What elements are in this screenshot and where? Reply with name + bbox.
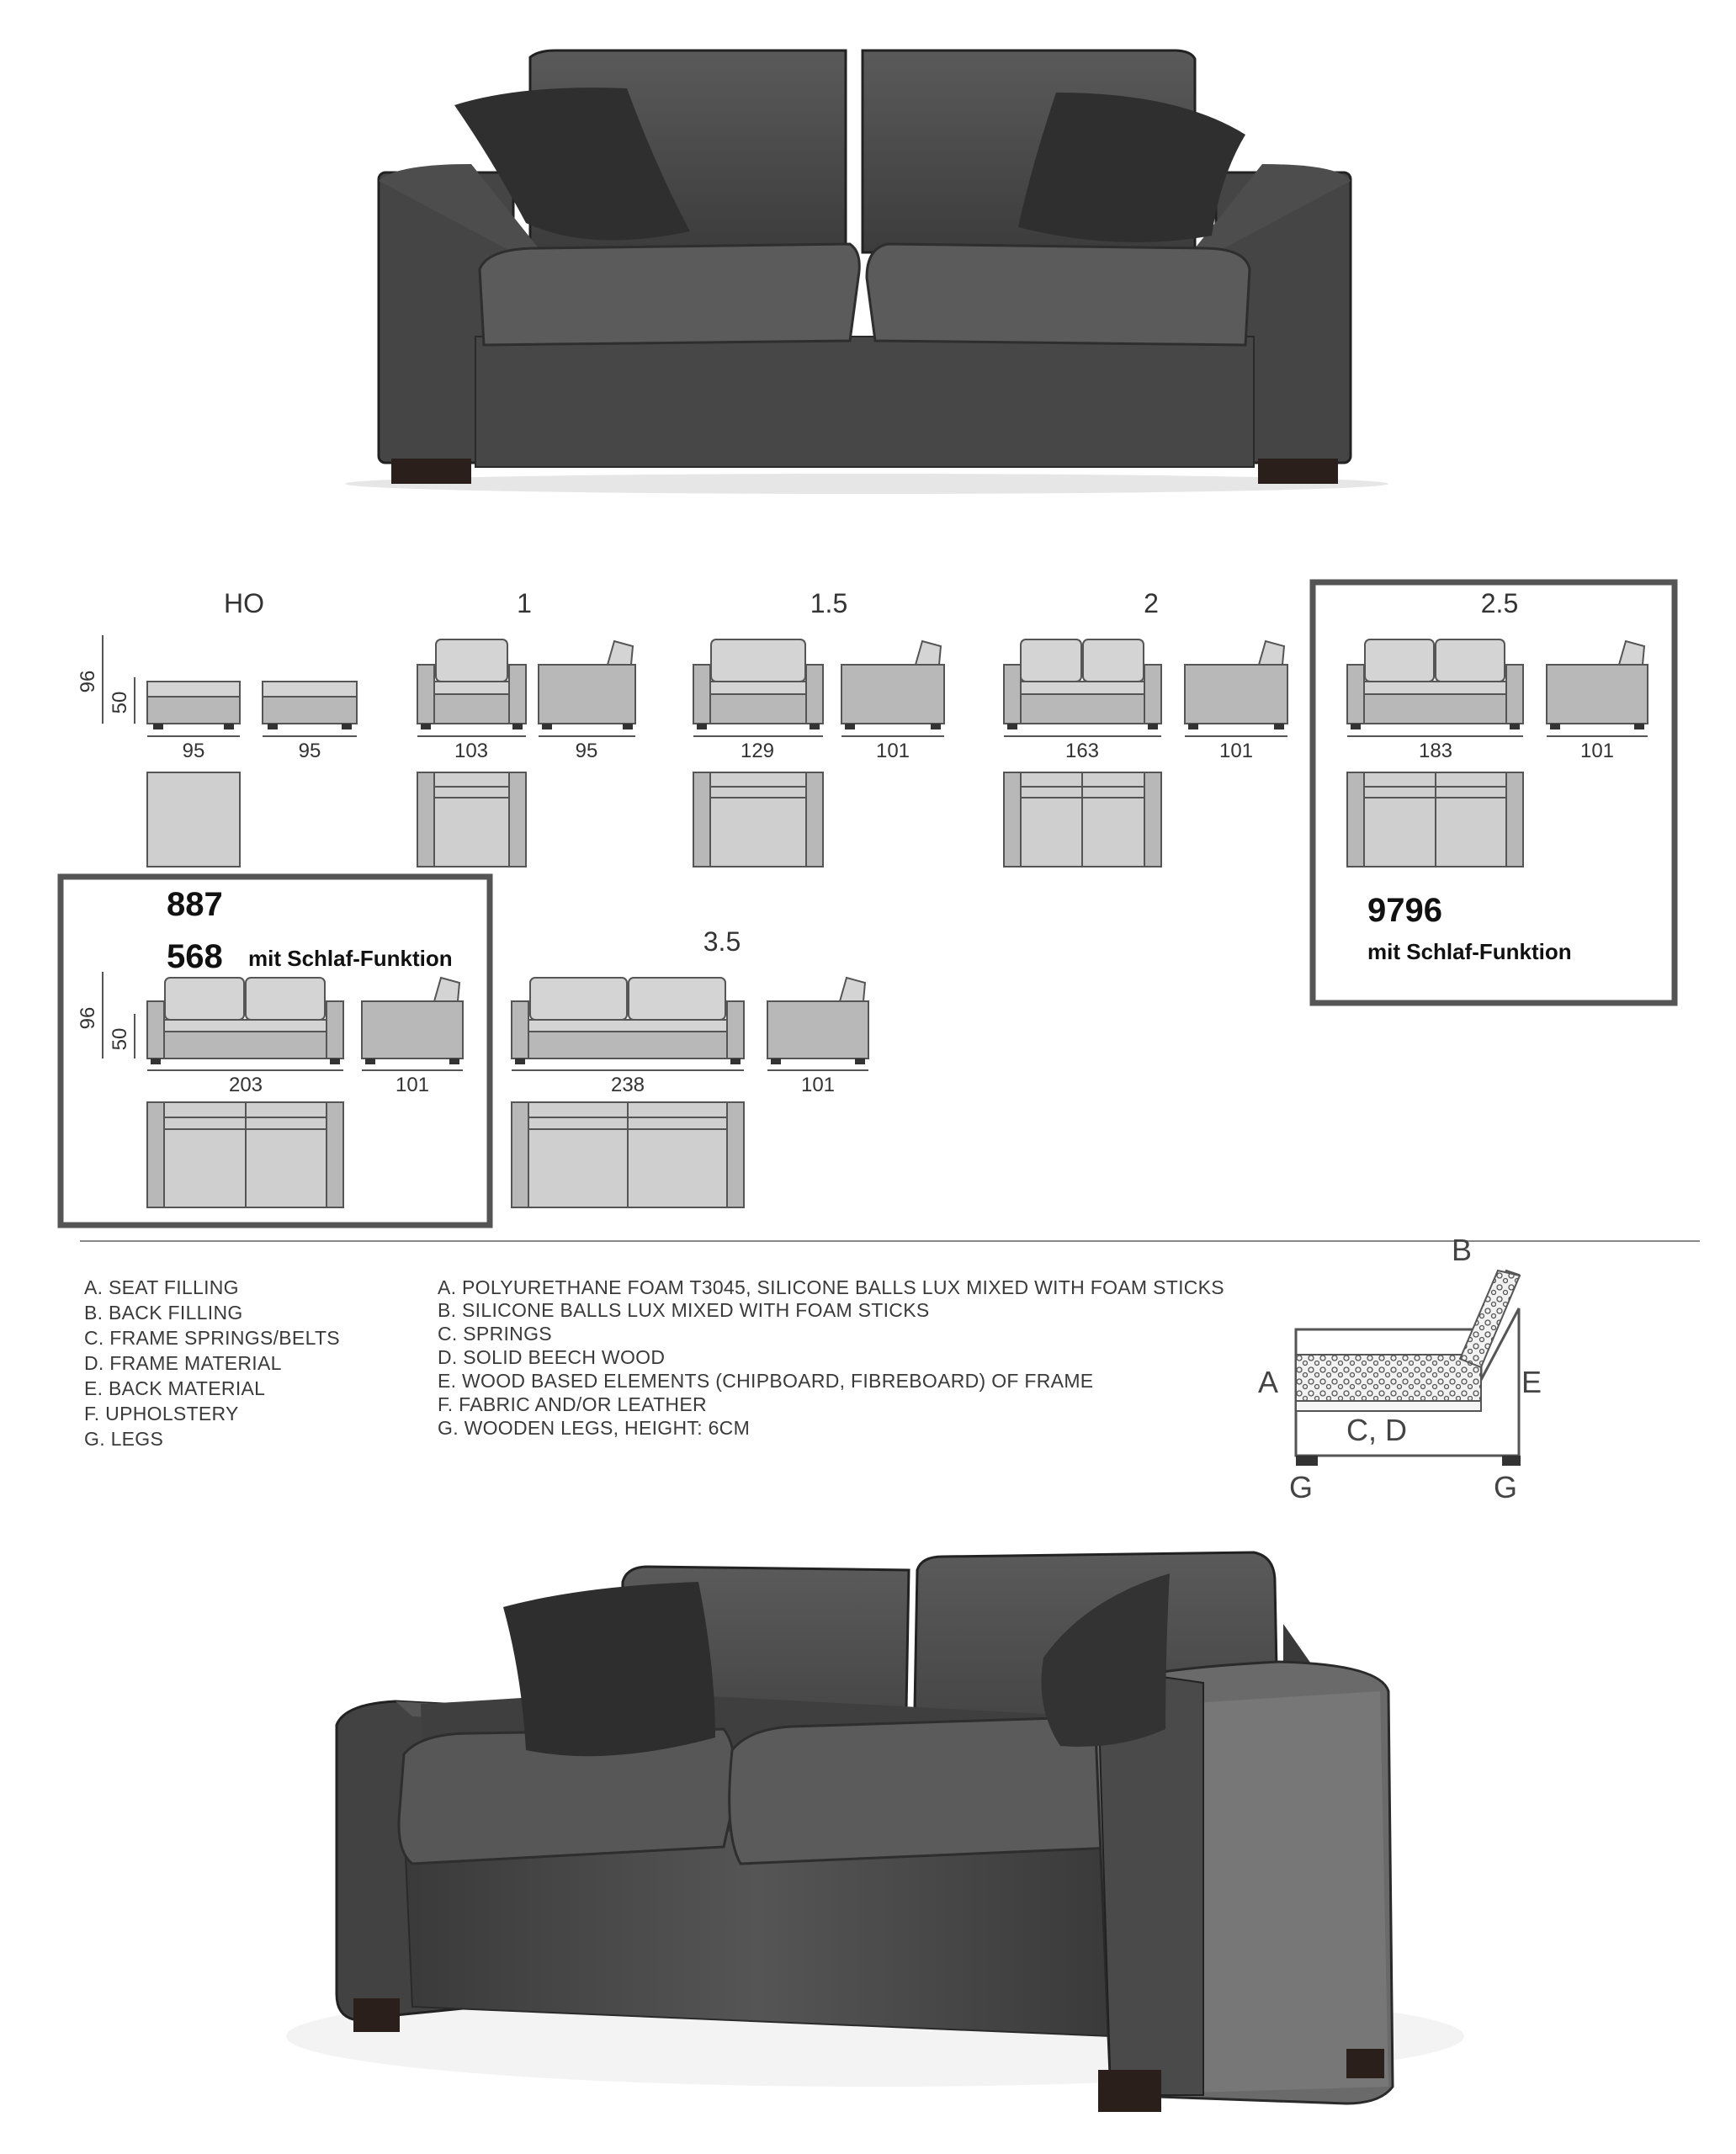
- height-total-label-2: 96: [77, 1006, 99, 1030]
- model-1-5-width: 129: [740, 740, 775, 762]
- offer-left-code-2: 568: [167, 938, 223, 975]
- model-2-top: [1004, 772, 1161, 867]
- spec-value: A. POLYURETHANE FOAM T3045, SILICONE BALLS LUX MIXED WITH FOAM STICKS: [438, 1276, 1224, 1298]
- ho-depth: 95: [298, 740, 321, 762]
- height-seat-label-2: 50: [109, 1027, 131, 1051]
- model-3-width: 203: [228, 1074, 263, 1096]
- model-2-width: 163: [1064, 740, 1100, 762]
- height-seat-label: 50: [109, 691, 131, 714]
- model-1-width: 103: [454, 740, 489, 762]
- spec-label: C. FRAME SPRINGS/BELTS: [84, 1327, 340, 1349]
- spec-values: [438, 1276, 1224, 1439]
- model-2-depth: 101: [1218, 740, 1254, 762]
- diagram-label-g-right: G: [1494, 1470, 1518, 1504]
- model-3-5-front: [512, 978, 744, 1064]
- cross-section-diagram: [1258, 1233, 1542, 1504]
- model-1-front: [417, 639, 526, 729]
- model-label-3-5: 3.5: [703, 926, 741, 957]
- sofa-photo-front: [345, 50, 1388, 494]
- model-3-5-depth: 101: [800, 1074, 836, 1096]
- model-2-5-depth: 101: [1579, 740, 1615, 762]
- sofa-photo-angled: [286, 1552, 1464, 2112]
- model-1-depth: 95: [575, 740, 598, 762]
- model-1-5-depth: 101: [875, 740, 910, 762]
- spec-value: E. WOOD BASED ELEMENTS (CHIPBOARD, FIBREBOARD) OF FRAME: [438, 1370, 1094, 1392]
- model-label-ho: HO: [224, 588, 264, 618]
- model-2-5-front: [1347, 639, 1523, 729]
- model-3-5-top: [512, 1102, 744, 1207]
- diagram-label-b: B: [1452, 1233, 1473, 1267]
- model-2-5-top: [1347, 772, 1523, 867]
- model-1-top: [417, 772, 526, 867]
- ho-side: [263, 682, 357, 729]
- model-2-5-width: 183: [1418, 740, 1453, 762]
- model-label-2: 2: [1144, 588, 1159, 618]
- spec-value: G. WOODEN LEGS, HEIGHT: 6CM: [438, 1417, 751, 1439]
- model-2-5-side: [1547, 641, 1648, 729]
- model-3-top: [147, 1102, 343, 1207]
- model-1-side: [539, 641, 635, 729]
- offer-left-code-1: 887: [167, 886, 223, 923]
- height-total-label: 96: [77, 670, 99, 693]
- spec-label: F. UPHOLSTERY: [84, 1403, 239, 1425]
- model-1-5-side: [841, 641, 944, 729]
- model-3-depth: 101: [395, 1074, 430, 1096]
- spec-value: B. SILICONE BALLS LUX MIXED WITH FOAM STICKS: [438, 1299, 930, 1321]
- diagram-label-g-left: G: [1289, 1470, 1314, 1504]
- model-label-1: 1: [517, 588, 532, 618]
- model-3-5-width: 238: [610, 1074, 645, 1096]
- offer-right-code: 9796: [1367, 892, 1442, 929]
- spec-value: C. SPRINGS: [438, 1323, 552, 1345]
- spec-value: F. FABRIC AND/OR LEATHER: [438, 1393, 707, 1415]
- spec-label: A. SEAT FILLING: [84, 1276, 239, 1298]
- offer-right-note: mit Schlaf-Funktion: [1367, 939, 1572, 964]
- ho-width: 95: [182, 740, 205, 762]
- model-3-5-side: [767, 978, 868, 1064]
- dimension-grid: [61, 582, 1675, 1225]
- diagram-label-cd: C, D: [1346, 1413, 1407, 1447]
- model-label-1-5: 1.5: [810, 588, 848, 618]
- spec-label: D. FRAME MATERIAL: [84, 1352, 282, 1374]
- spec-label: E. BACK MATERIAL: [84, 1377, 266, 1399]
- model-1-5-front: [693, 639, 823, 729]
- model-2-side: [1185, 641, 1287, 729]
- spec-label: B. BACK FILLING: [84, 1302, 243, 1324]
- diagram-label-a: A: [1258, 1365, 1279, 1399]
- model-1-5-top: [693, 772, 823, 867]
- spec-label: G. LEGS: [84, 1428, 164, 1450]
- model-3-side: [362, 978, 463, 1064]
- ho-top: [147, 772, 240, 867]
- model-2-front: [1004, 639, 1161, 729]
- spec-value: D. SOLID BEECH WOOD: [438, 1346, 666, 1368]
- diagram-label-e: E: [1521, 1365, 1542, 1399]
- spec-labels: [84, 1276, 340, 1450]
- ho-front: [147, 682, 240, 729]
- model-label-2-5: 2.5: [1480, 588, 1519, 618]
- offer-left-note: mit Schlaf-Funktion: [248, 946, 453, 971]
- model-3-front: [147, 978, 343, 1064]
